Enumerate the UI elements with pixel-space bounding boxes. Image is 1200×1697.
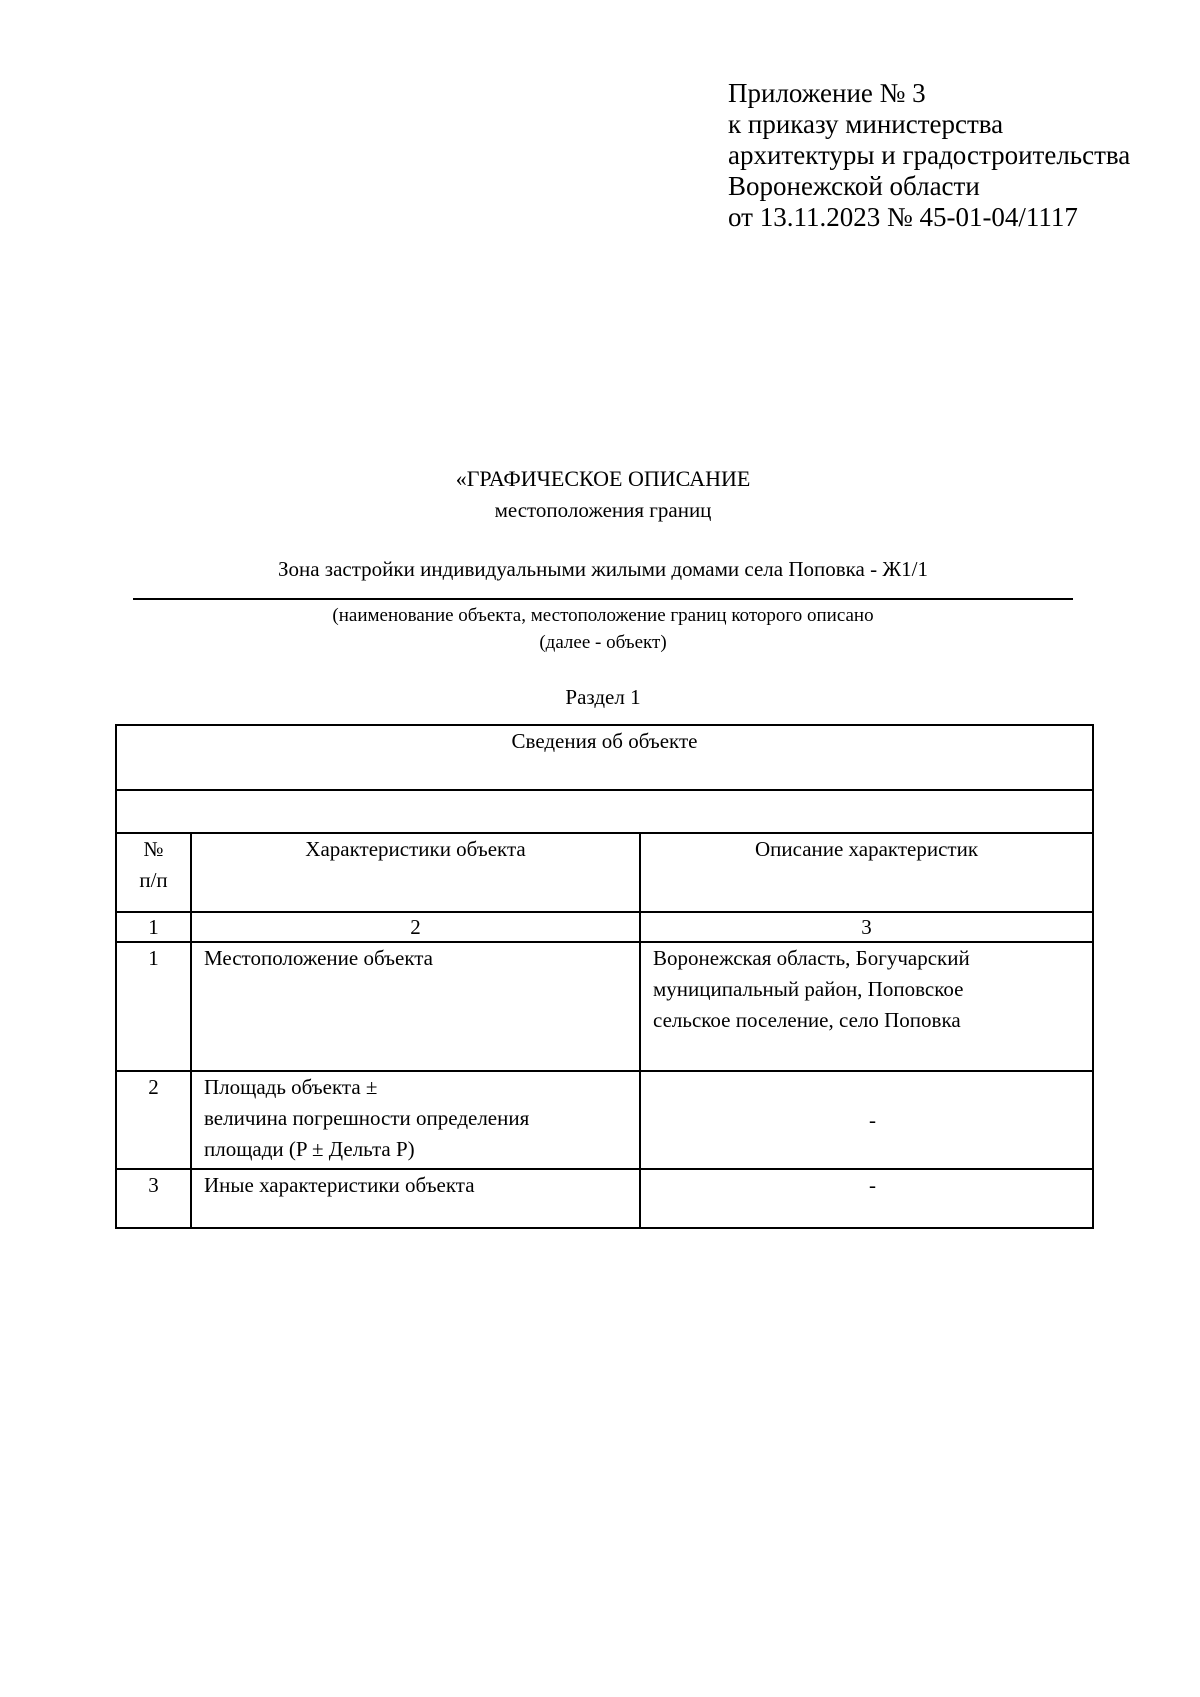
object-name-caption [0, 602, 1200, 656]
row-characteristic [191, 942, 640, 1071]
appendix-header [728, 78, 1130, 233]
num-header-line: № [143, 837, 164, 861]
column-header-description: Описание характеристик [640, 833, 1093, 912]
row-description: - [640, 1169, 1093, 1228]
description-line: Воронежская область, Богучарский [653, 946, 970, 970]
table-row [116, 1071, 1093, 1169]
characteristic-line: величина погрешности определения [204, 1106, 530, 1130]
table-empty-row [116, 790, 1093, 833]
object-name-underline [133, 598, 1073, 600]
description-line: муниципальный район, Поповское [653, 977, 964, 1001]
num-header-line: п/п [139, 868, 168, 892]
table-row [116, 1169, 1093, 1228]
row-number: 2 [116, 1071, 191, 1169]
appendix-line: от 13.11.2023 № 45-01-04/1117 [728, 202, 1078, 232]
document-title: «ГРАФИЧЕСКОЕ ОПИСАНИЕ [455, 466, 751, 491]
row-characteristic [191, 1071, 640, 1169]
section-label: Раздел 1 [565, 685, 641, 709]
caption-line: (далее - объект) [539, 632, 667, 653]
column-header-num [116, 833, 191, 912]
caption-line: (наименование объекта, местоположение границ которого описано [332, 605, 874, 626]
table-header-row [116, 725, 1093, 790]
appendix-line: архитектуры и градостроительства [728, 140, 1131, 170]
appendix-line: Приложение № 3 [728, 78, 926, 108]
column-number: 1 [116, 912, 191, 942]
characteristic-line: Иные характеристики объекта [204, 1173, 475, 1197]
object-name: Зона застройки индивидуальными жилыми домами села Поповка - Ж1/1 [277, 557, 929, 581]
row-description [640, 942, 1093, 1071]
description-line: сельское поселение, село Поповка [653, 1008, 961, 1032]
object-info-table [115, 724, 1094, 1229]
characteristic-line: Местоположение объекта [204, 946, 434, 970]
column-header-characteristics: Характеристики объекта [191, 833, 640, 912]
column-number: 3 [640, 912, 1093, 942]
column-number: 2 [191, 912, 640, 942]
row-characteristic [191, 1169, 640, 1228]
row-number: 3 [116, 1169, 191, 1228]
column-header-row [116, 833, 1093, 912]
row-description: - [640, 1071, 1093, 1169]
table-header: Сведения об объекте [116, 725, 1093, 790]
appendix-line: Воронежской области [728, 171, 980, 201]
row-number: 1 [116, 942, 191, 1071]
appendix-line: к приказу министерства [728, 109, 1004, 139]
characteristic-line: площади (P ± Дельта P) [204, 1137, 415, 1161]
document-subtitle: местоположения границ [494, 498, 712, 522]
table-row [116, 942, 1093, 1071]
empty-cell [116, 790, 1093, 833]
column-number-row [116, 912, 1093, 942]
characteristic-line: Площадь объекта ± [204, 1075, 378, 1099]
